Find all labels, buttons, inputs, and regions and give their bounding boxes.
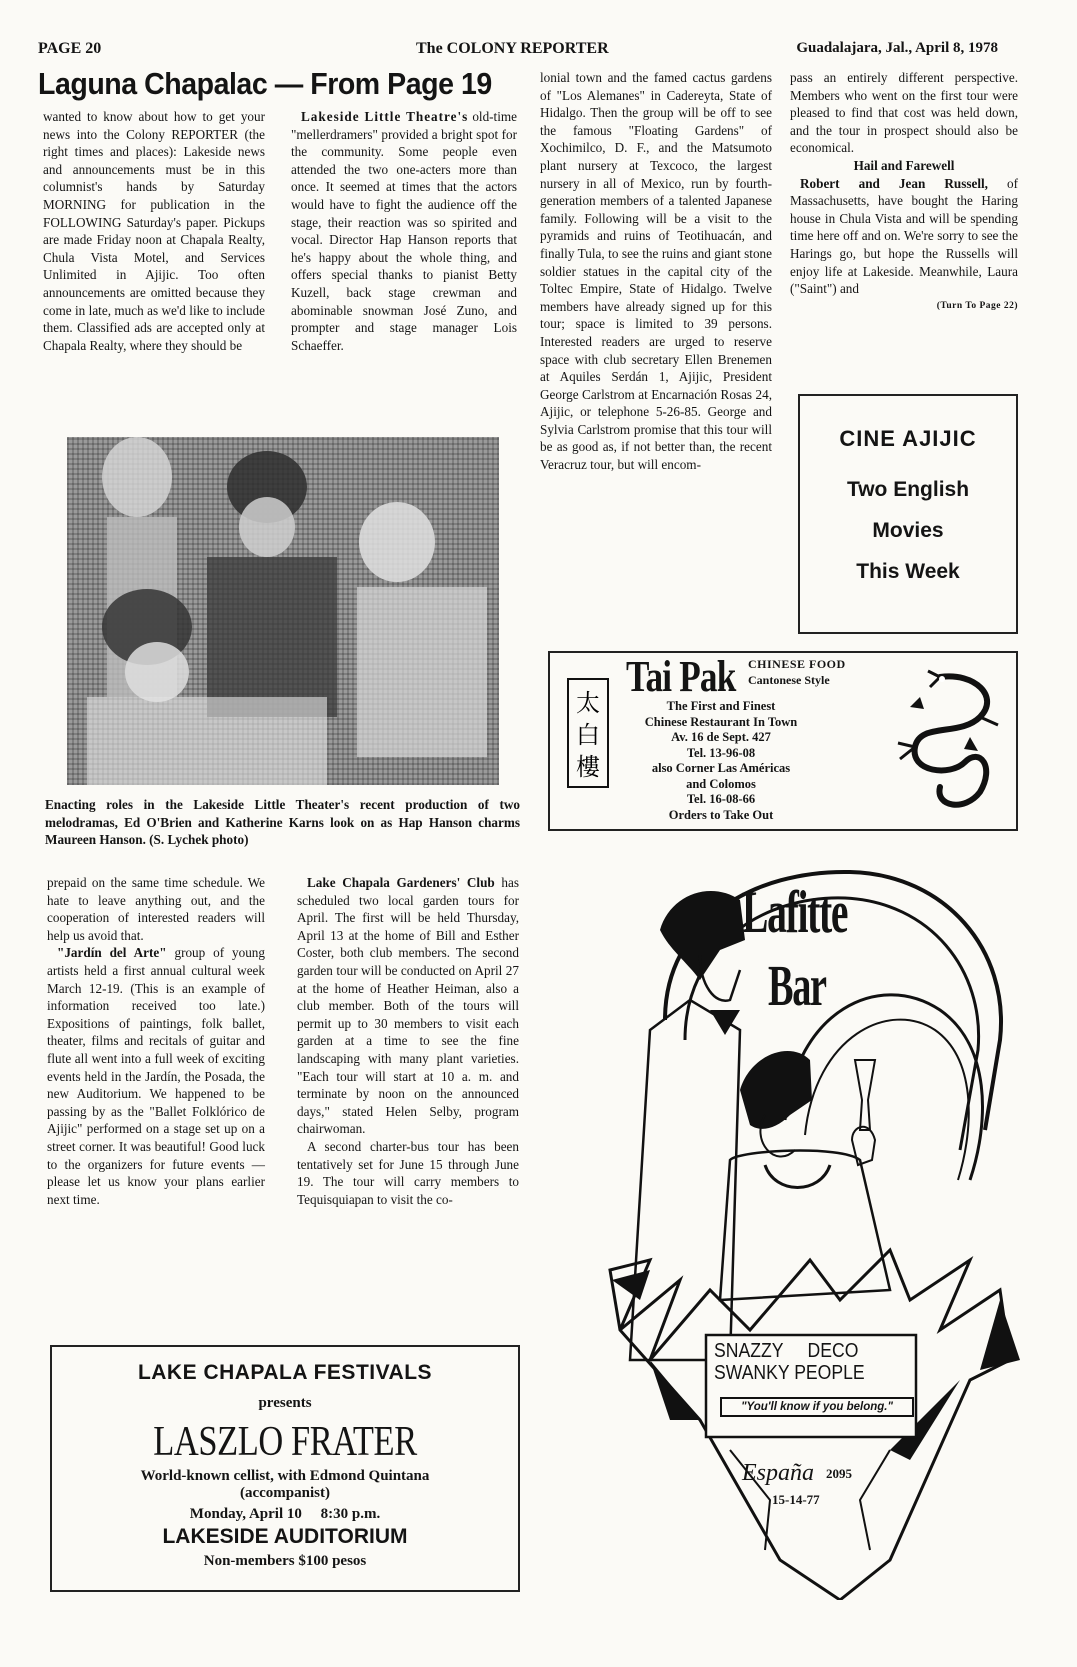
col4-subhead: Hail and Farewell <box>853 157 955 173</box>
lafitte-number: 2095 <box>826 1466 852 1481</box>
col3-text: lonial town and the famed cactus gardens of "Los Alemanes" in Cadereyta, State of Hidalgo. Then the group will be off to see the famous "Floating Gardens" of Xochimilco, D. F., and the Matsumoto plant nursery at Texcoco, the largest nursery in all of Mexico, run by fourth-generation members of a talented Japanese family. Following will be a visit to the pyramids and ruins of Teotihuacán, and finally Tula, to see the ruins and giant stone soldier statues in the capital city of the Toltec Empire, State of Hidalgo. Twelve members have already signed up for this tour; space is limited to 39 persons. Interested readers are urged to reserve space with club secretary Ellen Brenemen at Aquiles Serdán 1, Ajijic, President George Carlstrom at Encarnación Rosas 24, Ajijic, or telephone 5-26-85. George and Sylvia Carlstrom promise that this tour will be as good as, if not better than, the recent Veracruz tour, but will encom- <box>540 70 772 473</box>
svg-text:白: 白 <box>576 721 600 749</box>
tai-pak-details <box>606 699 836 823</box>
col2-top-text: old-time "mellerdramers" provided a bright spot for the community. Some people even attended the two one-acters more than once. It seemed at times that the actors would have to fight the audience off the stage, their reaction was so spirited and vocal. Director Hap Hanson reports that he's happy about the whole thing, and offers special thanks to pianist Betty Kuzell, back stage crewman and abominable snowman José Zuno, and prompter and stage manager Lois Schaeffer. <box>291 109 517 353</box>
tai-pak-tag1: CHINESE FOOD <box>748 657 846 671</box>
headline: Laguna Chapalac — From Page 19 <box>38 66 492 101</box>
col2-bottom-text2: A second charter-bus tour has been tentatively set for June 15 through June 19. The tour will carry members to Tequisquiapan to visit the co- <box>297 1138 519 1207</box>
column-4 <box>790 69 1018 315</box>
cine-ad-line1: Two English <box>846 478 970 501</box>
col1-bottom-text2: group of young artists held a first annual cultural week March 12-19. (This is an example of information received too late.) Expositions of paintings, folk ballet, theater, films and recitals of guitar and flute all went into a full week of exciting events held in the Jardín, the Posada, the new Auditorium. We happened to be passing by as the "Ballet Folklórico de Ajijic" performed on a stage set up on a street corner. It was beautiful! Good luck to the organizers for future events — please let us know your plans earlier next time. <box>47 945 265 1207</box>
col1-bottom-text1: prepaid on the same time schedule. We hate to leave anything out, and the cooperation of interested readers will help us avoid that. <box>47 875 265 943</box>
tai-pak-tag2: Cantonese Style <box>748 673 830 687</box>
festival-venue: LAKESIDE AUDITORIUM <box>162 1525 408 1548</box>
festival-l4: World-known cellist, with Edmond Quintana <box>140 1468 430 1484</box>
tai-pak-line7: Tel. 16-08-66 <box>686 792 756 806</box>
col4-text1: pass an entirely different perspective. Members who went on the first tour were pleased to find that cost was held down, and the tour in prospect should also be economical. <box>790 70 1018 156</box>
lafitte-slogan1: SNAZZY DECO <box>714 1340 859 1362</box>
tai-pak-line2: Chinese Restaurant In Town <box>644 714 798 729</box>
tai-pak-line6: and Colomos <box>686 776 756 791</box>
lafitte-bar-ad <box>590 860 1050 1600</box>
col2-top-lead: Lakeside Little Theatre's <box>301 109 469 124</box>
festival-ad <box>50 1345 520 1592</box>
festival-price: Non-members $100 pesos <box>203 1553 367 1569</box>
theater-photo <box>67 437 499 785</box>
festival-l1: LAKE CHAPALA FESTIVALS <box>137 1361 433 1384</box>
col2-bottom-text1: has scheduled two local garden tours for April. The first will be held Thursday, April 13 at the home of Bill and Esther Coster, both club members. The second garden tour will be conducted on April 27 at the home of Heather Heiman, also a club member. Both of the tours will permit up to 30 members to visit each garden at a time to see the fine landscaping with many plant varieties. "Each tour will start at 10 a. m. and terminate by noon on the announced days," stated Helen Selby, program chairwoman. <box>297 875 519 1137</box>
column-1-bottom <box>47 874 265 1208</box>
page-header <box>38 40 1038 62</box>
col4-text2: of Massachusetts, have bought the Haring house in Chula Vista and will be spending time here off and on. We're sorry to see the Harings go, but hope the Russells will enjoy life at Lakeside. Meanwhile, Laura ("Saint") and <box>790 175 1019 297</box>
lafitte-phone: 15-14-77 <box>772 1492 820 1507</box>
festival-l6: Monday, April 10 8:30 p.m. <box>189 1506 381 1522</box>
festival-l2: presents <box>258 1395 312 1411</box>
photo-caption: Enacting roles in the Lakeside Little Theater's recent production of two melodramas, Ed O'Brien and Katherine Karns look on as Hap Hanson charms Maureen Hanson. (S. Lychek photo) <box>45 797 520 847</box>
column-1-top <box>43 108 265 354</box>
tai-pak-line3: Av. 16 de Sept. 427 <box>671 730 771 744</box>
cine-ad-line2: Movies <box>872 519 944 542</box>
festival-l5: (accompanist) <box>240 1485 330 1501</box>
column-2-top <box>291 108 517 354</box>
tai-pak-line4: Tel. 13-96-08 <box>686 745 756 760</box>
tai-pak-line5: also Corner Las Américas <box>651 761 791 775</box>
column-3 <box>540 69 772 474</box>
bar-name: Bar <box>768 953 826 1018</box>
dragon-icon <box>880 667 1010 817</box>
lafitte-slogans <box>714 1340 886 1384</box>
col4-lead: Robert and Jean Russell, <box>800 175 988 191</box>
photo-figures <box>67 437 499 785</box>
chinese-sign-icon <box>566 677 610 789</box>
tai-pak-line1: The First and Finest <box>666 699 776 713</box>
lafitte-slogan2: SWANKY PEOPLE <box>714 1362 865 1384</box>
tai-pak-ad <box>548 651 1018 831</box>
festival-performer: LASZLO FRATER <box>153 1419 417 1465</box>
lafitte-name: Lafitte <box>742 879 848 945</box>
column-2-bottom <box>297 874 519 1208</box>
newspaper-name: The COLONY REPORTER <box>416 40 609 57</box>
cine-ajijic-ad <box>798 394 1018 634</box>
col2-bottom-lead: Lake Chapala Gardeners' Club <box>307 875 495 890</box>
svg-text:太: 太 <box>576 689 600 717</box>
lafitte-slogan3: "You'll know if you belong." <box>720 1397 914 1417</box>
col1-top-text: wanted to know about how to get your news into the Colony REPORTER (the right times and places): Lakeside news and announcements must be in this columnist's hands by Saturday MORNING for publication in the FOLLOWING Saturday's paper. Pickups are made Friday noon at Chapala Realty, Chula Vista Motel, and Services Unlimited in Ajijic. Too often announcements are omitted because they come in late, much as we'd like to include them. Classified ads are accepted only at Chapala Realty, where they should be <box>43 109 265 353</box>
dateline: Guadalajara, Jal., April 8, 1978 <box>796 40 998 56</box>
cine-ad-title: CINE AJIJIC <box>839 426 977 451</box>
col4-jump: (Turn To Page 22) <box>936 300 1018 311</box>
svg-text:樓: 樓 <box>576 753 600 781</box>
tai-pak-line8: Orders to Take Out <box>668 807 774 822</box>
lafitte-street: España <box>742 1460 814 1486</box>
cine-ad-line3: This Week <box>856 560 960 583</box>
tai-pak-name: Tai Pak <box>626 652 736 701</box>
col1-bottom-lead: "Jardín del Arte" <box>57 945 167 961</box>
page-number: PAGE 20 <box>38 40 102 57</box>
